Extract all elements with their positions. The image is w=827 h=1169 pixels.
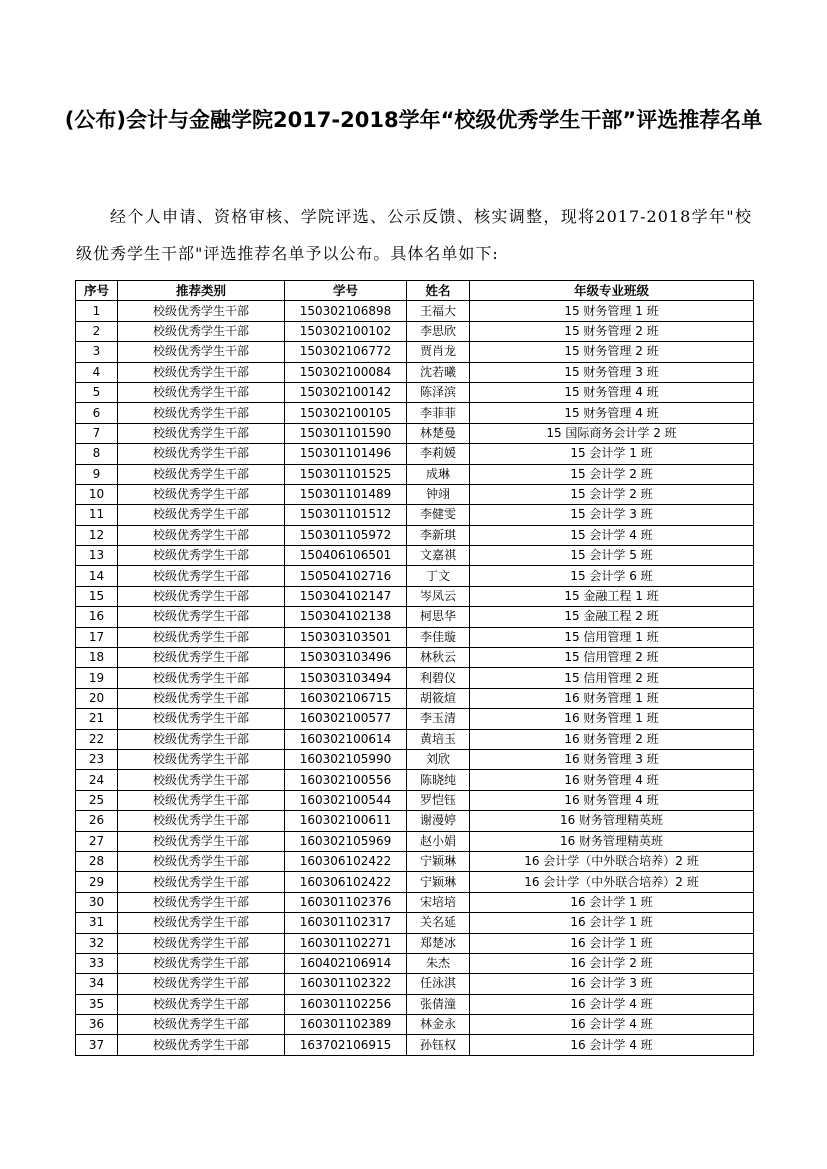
cell-index: 7 — [76, 423, 118, 443]
cell-index: 5 — [76, 382, 118, 402]
cell-index: 3 — [76, 342, 118, 362]
cell-student-id: 150301101590 — [285, 423, 407, 443]
cell-index: 27 — [76, 831, 118, 851]
intro-paragraph: 经个人申请、资格审核、学院评选、公示反馈、核实调整，现将2017-2018学年"校级优秀学生干部"评选推荐名单予以公布。具体名单如下: — [76, 207, 752, 263]
cell-category: 校级优秀学生干部 — [118, 811, 285, 831]
cell-student-id: 160301102256 — [285, 994, 407, 1014]
cell-index: 28 — [76, 851, 118, 871]
cell-category: 校级优秀学生干部 — [118, 484, 285, 504]
cell-name: 王福大 — [407, 301, 470, 321]
cell-category: 校级优秀学生干部 — [118, 709, 285, 729]
table-header-row — [76, 281, 754, 301]
table-row — [76, 688, 754, 708]
cell-index: 2 — [76, 321, 118, 341]
cell-category: 校级优秀学生干部 — [118, 321, 285, 341]
cell-index: 24 — [76, 770, 118, 790]
cell-category: 校级优秀学生干部 — [118, 913, 285, 933]
cell-index: 31 — [76, 913, 118, 933]
cell-index: 12 — [76, 525, 118, 545]
cell-name: 林金永 — [407, 1015, 470, 1035]
cell-index: 15 — [76, 586, 118, 606]
table-row — [76, 648, 754, 668]
table-row — [76, 301, 754, 321]
col-header-class: 年级专业班级 — [470, 281, 754, 301]
table-row — [76, 933, 754, 953]
table-row — [76, 913, 754, 933]
cell-category: 校级优秀学生干部 — [118, 546, 285, 566]
cell-class: 16 会计学 1 班 — [470, 933, 754, 953]
col-header-student-id: 学号 — [285, 281, 407, 301]
cell-index: 11 — [76, 505, 118, 525]
cell-index: 19 — [76, 668, 118, 688]
cell-name: 关名延 — [407, 913, 470, 933]
cell-index: 33 — [76, 953, 118, 973]
col-header-index: 序号 — [76, 281, 118, 301]
cell-name: 宁颖琳 — [407, 851, 470, 871]
cell-category: 校级优秀学生干部 — [118, 627, 285, 647]
cell-student-id: 160302100614 — [285, 729, 407, 749]
cell-class: 15 会计学 6 班 — [470, 566, 754, 586]
cell-name: 李佳璇 — [407, 627, 470, 647]
cell-student-id: 160301102376 — [285, 892, 407, 912]
cell-name: 罗恺钰 — [407, 790, 470, 810]
cell-category: 校级优秀学生干部 — [118, 974, 285, 994]
table-row — [76, 423, 754, 443]
cell-name: 胡筱煊 — [407, 688, 470, 708]
cell-name: 成琳 — [407, 464, 470, 484]
table-row — [76, 770, 754, 790]
table-row — [76, 729, 754, 749]
cell-name: 李思欣 — [407, 321, 470, 341]
cell-student-id: 150301101489 — [285, 484, 407, 504]
cell-category: 校级优秀学生干部 — [118, 1015, 285, 1035]
cell-student-id: 150303103496 — [285, 648, 407, 668]
table-row — [76, 627, 754, 647]
cell-index: 16 — [76, 607, 118, 627]
cell-name: 郑楚冰 — [407, 933, 470, 953]
cell-class: 16 财务管理 1 班 — [470, 688, 754, 708]
cell-name: 陈晓纯 — [407, 770, 470, 790]
cell-class: 15 财务管理 3 班 — [470, 362, 754, 382]
cell-index: 8 — [76, 444, 118, 464]
cell-category: 校级优秀学生干部 — [118, 668, 285, 688]
cell-student-id: 160302105990 — [285, 749, 407, 769]
cell-category: 校级优秀学生干部 — [118, 770, 285, 790]
cell-index: 22 — [76, 729, 118, 749]
table-row — [76, 464, 754, 484]
cell-index: 35 — [76, 994, 118, 1014]
cell-index: 1 — [76, 301, 118, 321]
cell-class: 16 会计学（中外联合培养）2 班 — [470, 872, 754, 892]
cell-category: 校级优秀学生干部 — [118, 382, 285, 402]
cell-index: 32 — [76, 933, 118, 953]
cell-class: 16 财务管理 2 班 — [470, 729, 754, 749]
cell-index: 30 — [76, 892, 118, 912]
cell-class: 15 金融工程 1 班 — [470, 586, 754, 606]
cell-student-id: 160302100556 — [285, 770, 407, 790]
cell-student-id: 150302106772 — [285, 342, 407, 362]
cell-class: 16 会计学 1 班 — [470, 913, 754, 933]
cell-student-id: 160302100544 — [285, 790, 407, 810]
table-row — [76, 607, 754, 627]
cell-index: 6 — [76, 403, 118, 423]
cell-name: 李莉媛 — [407, 444, 470, 464]
table-row — [76, 974, 754, 994]
cell-category: 校级优秀学生干部 — [118, 994, 285, 1014]
cell-name: 张倩潼 — [407, 994, 470, 1014]
cell-index: 21 — [76, 709, 118, 729]
table-row — [76, 668, 754, 688]
cell-index: 4 — [76, 362, 118, 382]
cell-category: 校级优秀学生干部 — [118, 933, 285, 953]
cell-name: 钟翊 — [407, 484, 470, 504]
cell-class: 16 财务管理 4 班 — [470, 770, 754, 790]
cell-category: 校级优秀学生干部 — [118, 1035, 285, 1055]
cell-class: 16 财务管理 1 班 — [470, 709, 754, 729]
cell-name: 李菲菲 — [407, 403, 470, 423]
cell-student-id: 150406106501 — [285, 546, 407, 566]
cell-student-id: 150302100105 — [285, 403, 407, 423]
cell-name: 文嘉祺 — [407, 546, 470, 566]
cell-class: 15 财务管理 2 班 — [470, 321, 754, 341]
cell-index: 14 — [76, 566, 118, 586]
cell-class: 16 财务管理 3 班 — [470, 749, 754, 769]
table-row — [76, 851, 754, 871]
cell-class: 15 信用管理 2 班 — [470, 648, 754, 668]
table-row — [76, 382, 754, 402]
cell-class: 15 财务管理 2 班 — [470, 342, 754, 362]
cell-name: 岑凤云 — [407, 586, 470, 606]
table-row — [76, 994, 754, 1014]
table-body — [76, 301, 754, 1055]
cell-student-id: 160302106715 — [285, 688, 407, 708]
table-row — [76, 709, 754, 729]
table-row — [76, 525, 754, 545]
cell-category: 校级优秀学生干部 — [118, 342, 285, 362]
cell-category: 校级优秀学生干部 — [118, 851, 285, 871]
cell-class: 16 会计学 4 班 — [470, 1035, 754, 1055]
table-row — [76, 321, 754, 341]
table-row — [76, 811, 754, 831]
cell-class: 15 会计学 1 班 — [470, 444, 754, 464]
table-row — [76, 892, 754, 912]
cell-name: 林秋云 — [407, 648, 470, 668]
cell-name: 丁文 — [407, 566, 470, 586]
table-row — [76, 362, 754, 382]
cell-index: 23 — [76, 749, 118, 769]
table-row — [76, 953, 754, 973]
cell-name: 赵小娟 — [407, 831, 470, 851]
cell-student-id: 150301105972 — [285, 525, 407, 545]
cell-name: 刘欣 — [407, 749, 470, 769]
table-row — [76, 444, 754, 464]
cell-category: 校级优秀学生干部 — [118, 464, 285, 484]
cell-index: 26 — [76, 811, 118, 831]
table-row — [76, 484, 754, 504]
cell-student-id: 150303103501 — [285, 627, 407, 647]
cell-class: 15 国际商务会计学 2 班 — [470, 423, 754, 443]
cell-student-id: 150504102716 — [285, 566, 407, 586]
cell-category: 校级优秀学生干部 — [118, 872, 285, 892]
cell-class: 16 会计学 1 班 — [470, 892, 754, 912]
table-row — [76, 831, 754, 851]
cell-class: 15 信用管理 1 班 — [470, 627, 754, 647]
cell-student-id: 160306102422 — [285, 872, 407, 892]
cell-student-id: 150301101512 — [285, 505, 407, 525]
table-row — [76, 342, 754, 362]
cell-class: 16 会计学 3 班 — [470, 974, 754, 994]
table-row — [76, 505, 754, 525]
cell-name: 柯思华 — [407, 607, 470, 627]
cell-category: 校级优秀学生干部 — [118, 607, 285, 627]
cell-class: 15 财务管理 4 班 — [470, 382, 754, 402]
cell-category: 校级优秀学生干部 — [118, 301, 285, 321]
cell-student-id: 150302100142 — [285, 382, 407, 402]
cell-student-id: 150302100084 — [285, 362, 407, 382]
cell-class: 15 财务管理 1 班 — [470, 301, 754, 321]
cell-category: 校级优秀学生干部 — [118, 749, 285, 769]
cell-name: 李玉清 — [407, 709, 470, 729]
cell-index: 36 — [76, 1015, 118, 1035]
cell-class: 16 会计学（中外联合培养）2 班 — [470, 851, 754, 871]
cell-student-id: 150302100102 — [285, 321, 407, 341]
cell-name: 孙钰权 — [407, 1035, 470, 1055]
cell-student-id: 163702106915 — [285, 1035, 407, 1055]
cell-index: 9 — [76, 464, 118, 484]
cell-student-id: 160302100577 — [285, 709, 407, 729]
cell-class: 15 会计学 2 班 — [470, 484, 754, 504]
cell-name: 李新琪 — [407, 525, 470, 545]
cell-name: 李健雯 — [407, 505, 470, 525]
cell-index: 17 — [76, 627, 118, 647]
cell-class: 15 财务管理 4 班 — [470, 403, 754, 423]
cell-index: 25 — [76, 790, 118, 810]
cell-class: 16 会计学 4 班 — [470, 994, 754, 1014]
cell-index: 20 — [76, 688, 118, 708]
cell-name: 宁颖琳 — [407, 872, 470, 892]
cell-class: 15 会计学 3 班 — [470, 505, 754, 525]
cell-category: 校级优秀学生干部 — [118, 423, 285, 443]
cell-index: 34 — [76, 974, 118, 994]
table-row — [76, 403, 754, 423]
cell-student-id: 150302106898 — [285, 301, 407, 321]
table-row — [76, 546, 754, 566]
cell-category: 校级优秀学生干部 — [118, 444, 285, 464]
cell-student-id: 160301102322 — [285, 974, 407, 994]
cell-index: 10 — [76, 484, 118, 504]
cell-category: 校级优秀学生干部 — [118, 525, 285, 545]
cell-class: 15 信用管理 2 班 — [470, 668, 754, 688]
cell-category: 校级优秀学生干部 — [118, 648, 285, 668]
cell-student-id: 150301101525 — [285, 464, 407, 484]
cell-student-id: 150301101496 — [285, 444, 407, 464]
cell-name: 利碧仪 — [407, 668, 470, 688]
cell-class: 16 财务管理精英班 — [470, 831, 754, 851]
cell-student-id: 160302100611 — [285, 811, 407, 831]
cell-index: 18 — [76, 648, 118, 668]
cell-student-id: 160301102317 — [285, 913, 407, 933]
cell-student-id: 150304102138 — [285, 607, 407, 627]
cell-index: 13 — [76, 546, 118, 566]
cell-name: 谢漫婷 — [407, 811, 470, 831]
cell-class: 15 会计学 5 班 — [470, 546, 754, 566]
cell-name: 沈若曦 — [407, 362, 470, 382]
nominee-table — [75, 280, 754, 1056]
cell-student-id: 160306102422 — [285, 851, 407, 871]
cell-category: 校级优秀学生干部 — [118, 505, 285, 525]
cell-class: 15 金融工程 2 班 — [470, 607, 754, 627]
cell-index: 29 — [76, 872, 118, 892]
cell-class: 16 财务管理精英班 — [470, 811, 754, 831]
cell-category: 校级优秀学生干部 — [118, 362, 285, 382]
table-row — [76, 586, 754, 606]
cell-class: 16 财务管理 4 班 — [470, 790, 754, 810]
cell-name: 黄培玉 — [407, 729, 470, 749]
table-row — [76, 872, 754, 892]
cell-name: 林楚曼 — [407, 423, 470, 443]
cell-class: 15 会计学 4 班 — [470, 525, 754, 545]
cell-category: 校级优秀学生干部 — [118, 688, 285, 708]
cell-student-id: 160301102389 — [285, 1015, 407, 1035]
table-row — [76, 1015, 754, 1035]
cell-index: 37 — [76, 1035, 118, 1055]
page-title: (公布)会计与金融学院2017-2018学年“校级优秀学生干部”评选推荐名单 — [64, 108, 763, 132]
table-row — [76, 1035, 754, 1055]
cell-category: 校级优秀学生干部 — [118, 831, 285, 851]
col-header-category: 推荐类别 — [118, 281, 285, 301]
cell-name: 宋培培 — [407, 892, 470, 912]
table-row — [76, 749, 754, 769]
cell-class: 15 会计学 2 班 — [470, 464, 754, 484]
cell-name: 陈泽滨 — [407, 382, 470, 402]
cell-name: 任泳淇 — [407, 974, 470, 994]
cell-class: 16 会计学 2 班 — [470, 953, 754, 973]
cell-category: 校级优秀学生干部 — [118, 790, 285, 810]
cell-category: 校级优秀学生干部 — [118, 953, 285, 973]
cell-name: 朱杰 — [407, 953, 470, 973]
cell-category: 校级优秀学生干部 — [118, 403, 285, 423]
cell-class: 16 会计学 4 班 — [470, 1015, 754, 1035]
cell-student-id: 160402106914 — [285, 953, 407, 973]
cell-category: 校级优秀学生干部 — [118, 586, 285, 606]
cell-student-id: 150303103494 — [285, 668, 407, 688]
cell-student-id: 160302105969 — [285, 831, 407, 851]
table-row — [76, 790, 754, 810]
cell-category: 校级优秀学生干部 — [118, 892, 285, 912]
cell-category: 校级优秀学生干部 — [118, 566, 285, 586]
cell-student-id: 150304102147 — [285, 586, 407, 606]
table-row — [76, 566, 754, 586]
cell-student-id: 160301102271 — [285, 933, 407, 953]
cell-name: 贾肖龙 — [407, 342, 470, 362]
col-header-name: 姓名 — [407, 281, 470, 301]
cell-category: 校级优秀学生干部 — [118, 729, 285, 749]
